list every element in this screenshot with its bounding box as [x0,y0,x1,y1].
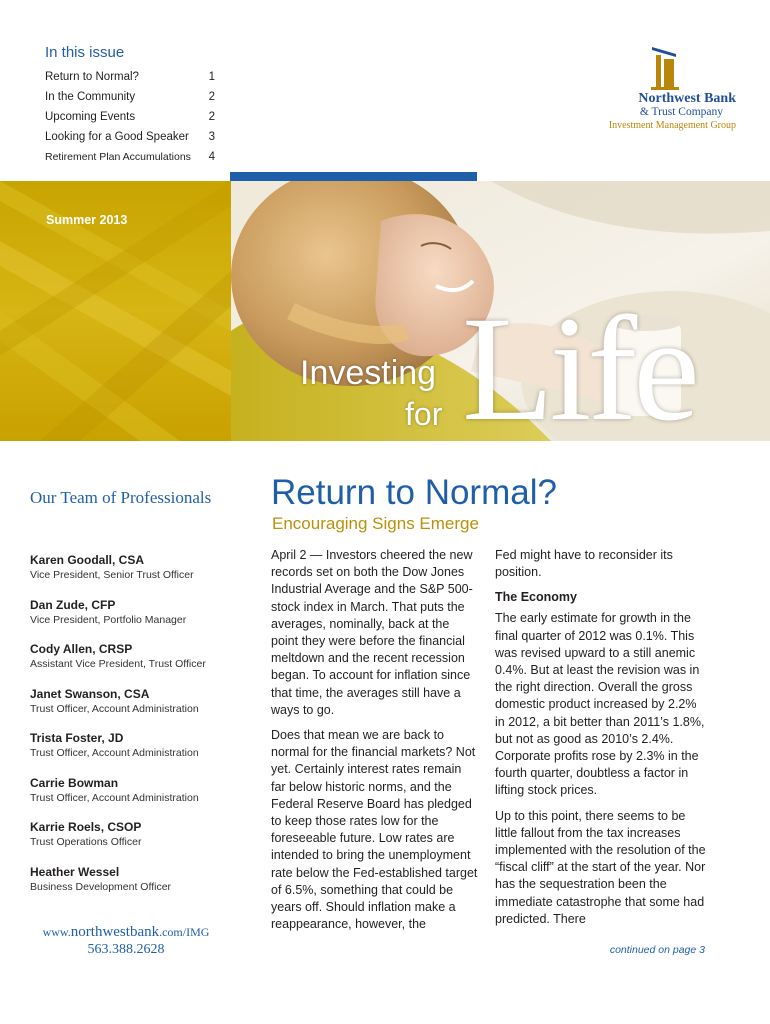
logo-group: Investment Management Group [608,120,736,131]
toc-item[interactable] [45,89,215,109]
toc-item-page: 3 [208,131,215,143]
banner-title-investing: Investing [300,354,437,392]
member-name: Heather Wessel [30,864,120,879]
team-member [30,819,230,864]
member-title: Assistant Vice President, Trust Officer [30,658,206,670]
member-title: Trust Officer, Account Administration [30,791,199,804]
banner-title-life: Life [462,286,696,452]
toc-item[interactable] [45,69,215,89]
toc-item[interactable] [45,109,215,129]
toc-item-title: Return to Normal? [45,71,139,83]
member-title: Vice President, Senior Trust Officer [30,569,194,581]
member-name: Cody Allen, CRSP [30,642,133,656]
toc-heading: In this issue [45,44,125,61]
team-heading: Our Team of Professionals [30,488,212,507]
member-name: Janet Swanson, CSA [30,686,150,701]
article-headline: Return to Normal? [271,473,557,512]
toc-item-title: In the Community [45,91,136,103]
article-column-2 [495,547,707,936]
toc-item-page: 2 [208,111,215,123]
continued-link[interactable]: continued on page 3 [609,944,705,956]
member-title: Business Development Officer [30,880,172,893]
member-name: Carrie Bowman [30,775,119,790]
website-prefix: www. [42,925,71,939]
member-title: Vice President, Portfolio Manager [30,613,187,626]
website-suffix: .com/IMG [159,925,210,939]
article-paragraph: Fed might have to reconsider its position. [495,548,673,580]
toc-item-title: Upcoming Events [45,111,136,123]
team-member [30,775,230,820]
toc-item-page: 1 [208,71,215,83]
member-name: Trista Foster, JD [30,731,124,745]
article-subhead: Encouraging Signs Emerge [272,514,479,533]
article-paragraph: Does that mean we are back to normal for the financial markets? Not yet. Certainly interest rates remain far below historic norms, and the Federal Reserve Board has pledged to keep those rates low for the foreseeable future. Low rates are intended to bring the unemployment rate below the Fed-established target of 6.5%, something that could be years off. Should inflation make a reappearance, however, the [271,728,478,932]
phone-number: 563.388.2628 [87,942,165,957]
member-title: Trust Operations Officer [30,836,142,848]
article-column-1 [271,547,478,941]
team-member [30,864,230,909]
member-name: Dan Zude, CFP [30,597,116,612]
team-member [30,552,230,597]
website-domain: northwestbank [70,924,160,940]
team-member [30,641,230,686]
website-link[interactable] [30,924,222,941]
member-title: Trust Officer, Account Administration [30,702,199,715]
toc-item-title: Retirement Plan Accumulations [45,151,191,163]
section-heading-economy: The Economy [495,590,577,605]
team-list [30,552,230,908]
logo-subtitle: & Trust Company [639,106,723,118]
team-member [30,686,230,731]
toc-item-page: 2 [208,91,215,103]
issue-season: Summer 2013 [46,213,128,227]
article-paragraph: April 2 — Investors cheered the new records set on both the Dow Jones Industrial Average and the S&P 500-stock index in March. That puts the averages, nominally, back at the point they were before the financial meltdown and the recent recession began. To account for inflation since that time, the averages still have a ways to go. [271,548,473,717]
banner-title-for: for [405,396,443,432]
toc-item-title: Looking for a Good Speaker [45,131,189,143]
bank-logo [596,45,746,135]
building-logo-icon [646,45,686,91]
table-of-contents [45,69,215,169]
member-title: Trust Officer, Account Administration [30,747,199,759]
member-name: Karrie Roels, CSOP [30,820,142,834]
toc-item[interactable] [45,129,215,149]
toc-item[interactable] [45,149,215,169]
team-member [30,597,230,642]
member-name: Karen Goodall, CSA [30,553,145,567]
article-paragraph: Up to this point, there seems to be little fallout from the tax increases implemented with the resolution of the “fiscal cliff” at the start of the year. Nor has the sequestration been the immediate catastrophe that some had predicted. There [495,808,706,926]
team-member [30,730,230,775]
article-paragraph: The early estimate for growth in the final quarter of 2012 was 0.1%. This was revised upward to a still anemic 0.4%. But at least the revision was in the right direction. Overall the gross domestic product increased by 2.2% in 2012, a bit better than 2011’s 1.8%, but not as good as 2010’s 2.4%. Corporate profits rose by 2.3% in the fourth quarter, doubtless a factor in lifting stock prices. [495,611,705,798]
banner-accent-bar [230,172,477,181]
logo-name: Northwest Bank [638,91,736,106]
toc-item-page: 4 [208,151,215,163]
